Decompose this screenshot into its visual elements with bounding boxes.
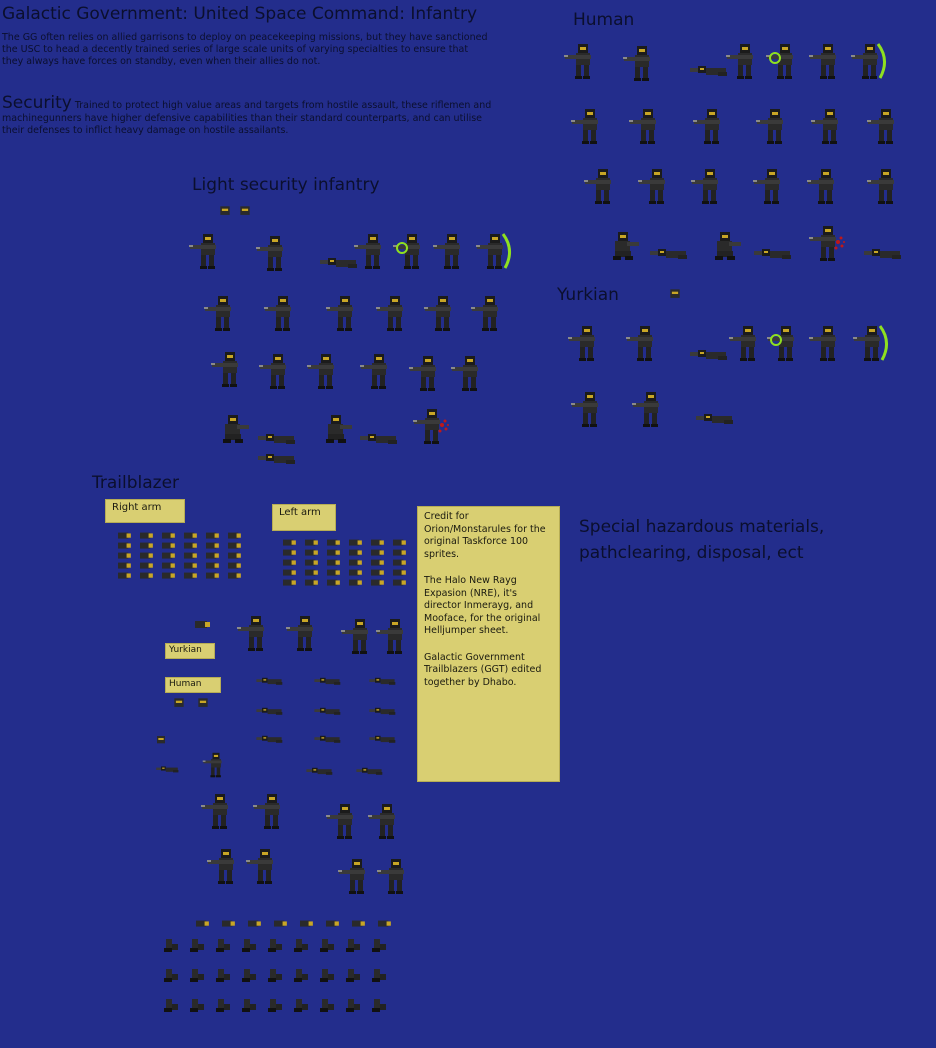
soldier-sprite-head xyxy=(196,697,210,709)
soldier-sprite-soldier-aim xyxy=(263,292,303,332)
soldier-sprite-soldier-prone xyxy=(358,719,406,747)
soldier-sprite-soldier-melee xyxy=(852,322,892,362)
human-small-label: Human xyxy=(165,677,221,693)
soldier-sprite-limb xyxy=(346,577,364,589)
soldier-sprite-soldier-prone xyxy=(862,225,902,265)
soldier-sprite-soldier-melee xyxy=(850,40,890,80)
soldier-sprite-limb xyxy=(225,570,243,582)
soldier-sprite-soldier-aim xyxy=(583,165,623,205)
soldier-sprite-soldier-aim xyxy=(188,230,228,270)
soldier-sprite-legs xyxy=(162,997,180,1015)
soldier-sprite-soldier-grenade xyxy=(766,322,806,362)
soldier-sprite-soldier-aim xyxy=(563,40,603,80)
soldier-sprite-soldier-prone xyxy=(245,691,293,719)
soldier-sprite-soldier-aim xyxy=(866,165,906,205)
soldier-sprite-soldier-aim xyxy=(470,292,510,332)
soldier-sprite-soldier-melee xyxy=(475,230,515,270)
soldier-sprite-soldier-prone xyxy=(303,719,351,747)
soldier-sprite-limb xyxy=(181,570,199,582)
soldier-sprite-legs xyxy=(370,937,388,955)
soldier-sprite-soldier-aim xyxy=(808,322,848,362)
soldier-sprite-soldier-aim xyxy=(622,42,662,82)
soldier-sprite-limb xyxy=(219,918,237,930)
soldier-sprite-soldier-aim xyxy=(325,292,365,332)
soldier-sprite-limb xyxy=(245,918,263,930)
soldier-sprite-soldier-prone xyxy=(752,225,792,265)
soldier-sprite-limb xyxy=(115,570,133,582)
soldier-sprite-soldier-prone xyxy=(318,234,358,274)
soldier-sprite-soldier-aim xyxy=(432,230,472,270)
soldier-sprite-legs xyxy=(214,997,232,1015)
yurkian-heading: Yurkian xyxy=(557,285,619,305)
yurkian-small-label: Yurkian xyxy=(165,643,215,659)
soldier-sprite-legs xyxy=(188,937,206,955)
soldier-sprite-soldier-aim xyxy=(252,790,292,830)
soldier-sprite-legs xyxy=(318,937,336,955)
soldier-sprite-soldier-prone xyxy=(688,42,728,82)
credits-paragraph-2: The Halo New Rayg Expasion (NRE), it's director Inmerayg, and Mooface, for the original Helljumper sheet. xyxy=(424,575,541,636)
soldier-sprite-soldier-aim xyxy=(728,322,768,362)
soldier-sprite-soldier-aim xyxy=(236,612,276,652)
soldier-sprite-soldier-crouch xyxy=(213,405,253,445)
soldier-sprite-soldier-aim xyxy=(450,352,490,392)
soldier-sprite-soldier-aim xyxy=(570,105,610,145)
soldier-sprite-soldier-aim xyxy=(408,352,448,392)
soldier-sprite-soldier-aim xyxy=(725,40,765,80)
soldier-sprite-soldier-prone xyxy=(694,390,734,430)
soldier-sprite-legs xyxy=(266,997,284,1015)
credits-paragraph-1: Credit for Orion/Monstarules for the original Taskforce 100 sprites. xyxy=(424,511,546,560)
soldier-sprite-legs xyxy=(318,997,336,1015)
soldier-sprite-legs xyxy=(240,967,258,985)
soldier-sprite-legs xyxy=(318,967,336,985)
soldier-sprite-soldier-aim xyxy=(340,615,380,655)
soldier-sprite-legs xyxy=(344,967,362,985)
soldier-sprite-legs xyxy=(266,937,284,955)
soldier-sprite-soldier-aim xyxy=(375,615,415,655)
soldier-sprite-legs xyxy=(266,967,284,985)
soldier-sprite-soldier-aim xyxy=(258,350,298,390)
light-security-heading: Light security infantry xyxy=(192,175,380,195)
soldier-sprite-soldier-aim xyxy=(353,230,393,270)
left-arm-label: Left arm xyxy=(272,504,336,531)
soldier-sprite-soldier-aim xyxy=(625,322,665,362)
soldier-sprite-soldier-aim xyxy=(367,800,407,840)
soldier-sprite-soldier-prone xyxy=(688,326,728,366)
soldier-sprite-soldier-aim xyxy=(306,350,346,390)
soldier-sprite-soldier-aim xyxy=(245,845,285,885)
soldier-sprite-soldier-hit xyxy=(412,405,452,445)
soldier-sprite-soldier-aim xyxy=(806,165,846,205)
soldier-sprite-soldier-hit xyxy=(808,222,848,262)
credits-paragraph-3: Galactic Government Trailblazers (GGT) edited together by Dhabo. xyxy=(424,651,542,688)
soldier-sprite-soldier-crouch xyxy=(316,405,356,445)
right-arm-label: Right arm xyxy=(105,499,185,523)
soldier-sprite-limb xyxy=(193,918,211,930)
soldier-sprite-soldier-aim xyxy=(375,292,415,332)
security-block xyxy=(2,93,492,138)
soldier-sprite-limb xyxy=(375,918,393,930)
soldier-sprite-soldier-aim xyxy=(690,165,730,205)
soldier-sprite-limb xyxy=(280,577,298,589)
soldier-sprite-limb xyxy=(349,918,367,930)
soldier-sprite-limb xyxy=(190,618,214,632)
soldier-sprite-limb xyxy=(368,577,386,589)
soldier-sprite-legs xyxy=(214,967,232,985)
soldier-sprite-limb xyxy=(159,570,177,582)
special-description: Special hazardous materials, pathclearing, disposal, ect xyxy=(579,517,825,563)
soldier-sprite-soldier-prone xyxy=(358,661,406,689)
soldier-sprite-legs xyxy=(214,937,232,955)
soldier-sprite-soldier-aim xyxy=(200,790,240,830)
soldier-sprite-soldier-crouch xyxy=(603,222,643,262)
soldier-sprite-legs xyxy=(188,967,206,985)
soldier-sprite-soldier-aim xyxy=(423,292,463,332)
human-heading: Human xyxy=(573,10,635,30)
soldier-sprite-soldier-aim xyxy=(866,105,906,145)
soldier-sprite-soldier-aim xyxy=(285,612,325,652)
soldier-sprite-limb xyxy=(324,577,342,589)
soldier-sprite-soldier-prone xyxy=(256,430,296,470)
soldier-sprite-soldier-aim xyxy=(628,105,668,145)
soldier-sprite-limb xyxy=(297,918,315,930)
soldier-sprite-soldier-aim xyxy=(337,855,377,895)
soldier-sprite-limb xyxy=(302,577,320,589)
soldier-sprite-soldier-aim xyxy=(210,348,250,388)
soldier-sprite-soldier-prone xyxy=(245,719,293,747)
soldier-sprite-legs xyxy=(188,997,206,1015)
soldier-sprite-soldier-prone xyxy=(358,691,406,719)
soldier-sprite-soldier-aim xyxy=(637,165,677,205)
soldier-sprite-soldier-aim xyxy=(567,322,607,362)
trailblazer-heading: Trailblazer xyxy=(92,473,180,493)
soldier-sprite-head xyxy=(172,697,186,709)
soldier-sprite-soldier-aim xyxy=(200,750,232,778)
soldier-sprite-legs xyxy=(344,997,362,1015)
soldier-sprite-soldier-prone xyxy=(648,225,688,265)
soldier-sprite-soldier-prone xyxy=(303,691,351,719)
soldier-sprite-limb xyxy=(390,577,408,589)
soldier-sprite-soldier-grenade xyxy=(765,40,805,80)
soldier-sprite-soldier-aim xyxy=(631,388,671,428)
soldier-sprite-legs xyxy=(292,937,310,955)
soldier-sprite-soldier-grenade xyxy=(392,230,432,270)
soldier-sprite-soldier-prone xyxy=(345,751,393,779)
soldier-sprite-legs xyxy=(240,997,258,1015)
soldier-sprite-soldier-aim xyxy=(810,105,850,145)
intro-text: The GG often relies on allied garrisons to deploy on peacekeeping missions, but they have sanctioned the USC to head a decently trained series of large scale units of varying specialties to ensure that they always have forces on standby, even when their allies do not. xyxy=(2,32,488,67)
soldier-sprite-head xyxy=(155,734,167,746)
security-text: Trained to protect high value areas and targets from hostile assault, these riflemen and machinegunners have higher defensive capabilities than their standard counterparts, and can utilise their defenses to inflict heavy damage on hostile assailants. xyxy=(2,100,492,136)
soldier-sprite-soldier-prone xyxy=(303,661,351,689)
security-heading: Security xyxy=(2,93,72,113)
page-title: Galactic Government: United Space Command: Infantry xyxy=(2,4,478,24)
soldier-sprite-limb xyxy=(323,918,341,930)
soldier-sprite-limb xyxy=(271,918,289,930)
soldier-sprite-soldier-prone xyxy=(358,410,398,450)
soldier-sprite-soldier-crouch xyxy=(705,222,745,262)
soldier-sprite-soldier-aim xyxy=(359,350,399,390)
soldier-sprite-soldier-aim xyxy=(376,855,416,895)
soldier-sprite-limb xyxy=(203,570,221,582)
soldier-sprite-soldier-prone xyxy=(245,661,293,689)
soldier-sprite-soldier-aim xyxy=(808,40,848,80)
soldier-sprite-legs xyxy=(370,967,388,985)
soldier-sprite-soldier-aim xyxy=(752,165,792,205)
soldier-sprite-legs xyxy=(162,967,180,985)
soldier-sprite-legs xyxy=(370,997,388,1015)
soldier-sprite-soldier-aim xyxy=(255,232,295,272)
soldier-sprite-soldier-aim xyxy=(692,105,732,145)
soldier-sprite-soldier-aim xyxy=(206,845,246,885)
soldier-sprite-soldier-aim xyxy=(203,292,243,332)
soldier-sprite-soldier-prone xyxy=(295,751,343,779)
soldier-sprite-soldier-aim xyxy=(570,388,610,428)
soldier-sprite-head xyxy=(668,287,682,301)
soldier-sprite-limb xyxy=(137,570,155,582)
soldier-sprite-legs xyxy=(240,937,258,955)
soldier-sprite-soldier-aim xyxy=(325,800,365,840)
soldier-sprite-legs xyxy=(162,937,180,955)
soldier-sprite-head xyxy=(238,204,252,218)
soldier-sprite-legs xyxy=(292,967,310,985)
soldier-sprite-soldier-prone xyxy=(150,752,184,776)
soldier-sprite-legs xyxy=(344,937,362,955)
soldier-sprite-legs xyxy=(292,997,310,1015)
soldier-sprite-head xyxy=(218,204,232,218)
soldier-sprite-soldier-aim xyxy=(755,105,795,145)
credits-box xyxy=(417,506,560,782)
